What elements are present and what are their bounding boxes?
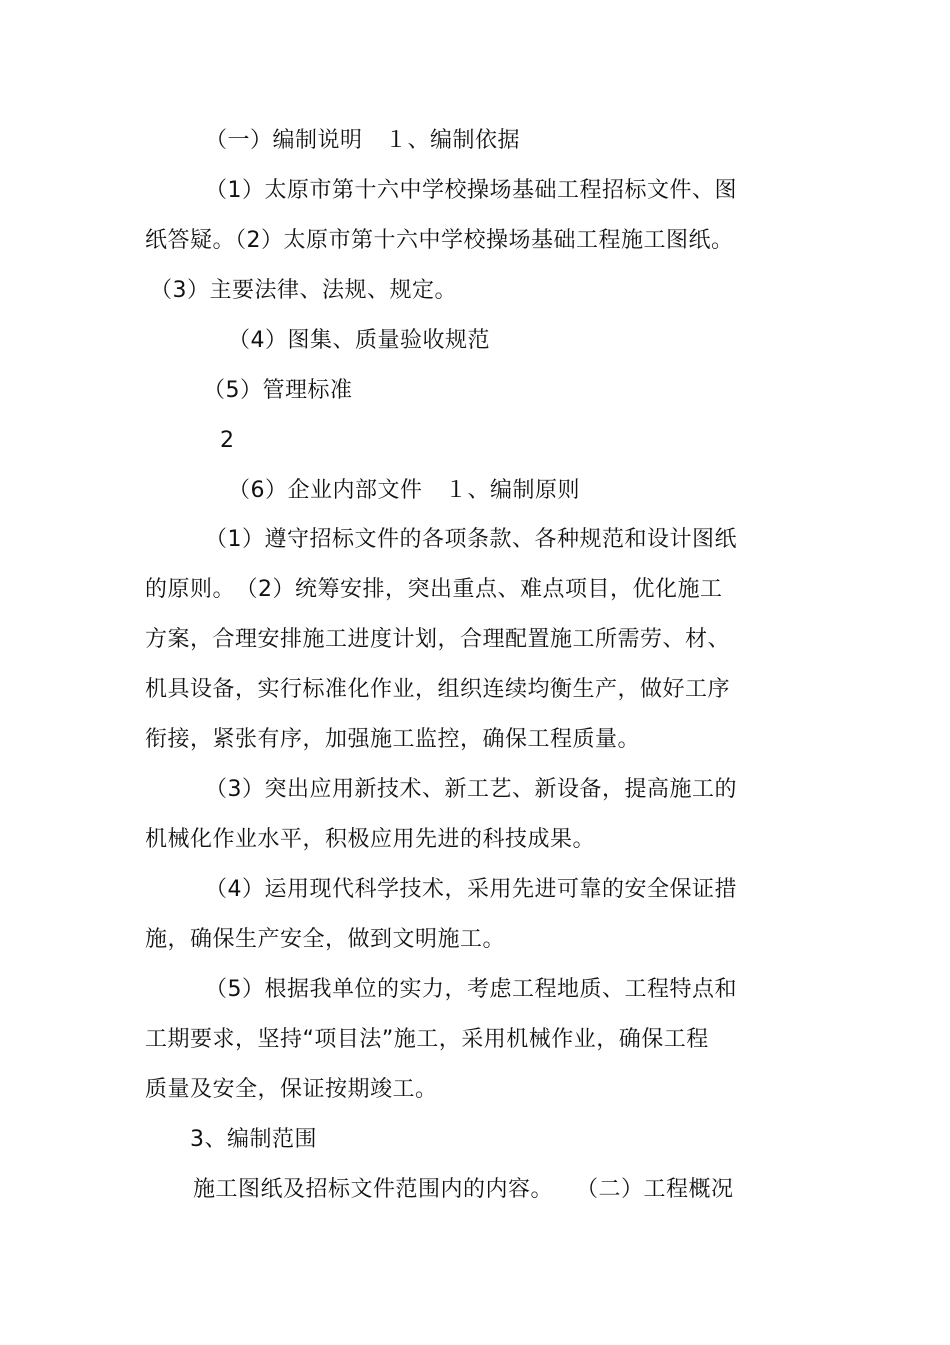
principle-line: 质量及安全，保证按期竣工。 — [145, 1077, 438, 1102]
principle-line: 衔接，紧张有序，加强施工监控，确保工程质量。 — [145, 727, 641, 752]
principle-line: 工期要求，坚持“项目法”施工，采用机械作业，确保工程 — [145, 1027, 709, 1052]
principle-item-3: （3）突出应用新技术、新工艺、新设备，提高施工的 — [205, 777, 737, 802]
basis-item-1-cont: 纸答疑。（2）太原市第十六中学校操场基础工程施工图纸。 — [145, 228, 734, 253]
heading-compilation-scope: 3、编制范围 — [190, 1127, 317, 1152]
basis-item-5: （5）管理标准 — [203, 378, 353, 403]
page-number: 2 — [220, 428, 235, 453]
principle-line: 的原则。 （2）统筹安排，突出重点、难点项目，优化施工 — [145, 577, 723, 602]
basis-item-1: （1）太原市第十六中学校操场基础工程招标文件、图 — [205, 178, 737, 203]
principle-line: 施，确保生产安全，做到文明施工。 — [145, 927, 506, 952]
principle-item-5: （5）根据我单位的实力，考虑工程地质、工程特点和 — [205, 977, 737, 1002]
principle-line: 方案，合理安排施工进度计划，合理配置施工所需劳、材、 — [145, 627, 731, 652]
basis-item-3: （3）主要法律、法规、规定。 — [150, 278, 457, 303]
scope-content: 施工图纸及招标文件范围内的内容。 （二）工程概况 — [193, 1177, 734, 1202]
principle-line: 机具设备，实行标准化作业，组织连续均衡生产，做好工序 — [145, 677, 731, 702]
heading-compilation-principles: （6）企业内部文件 １、编制原则 — [228, 478, 580, 503]
basis-item-4: （4）图集、质量验收规范 — [228, 328, 490, 353]
heading-compilation-basis: （一）编制说明 １、编制依据 — [205, 128, 521, 153]
principle-item-1: （1）遵守招标文件的各项条款、各种规范和设计图纸 — [205, 527, 737, 552]
principle-line: 机械化作业水平，积极应用先进的科技成果。 — [145, 827, 596, 852]
principle-item-4: （4）运用现代科学技术，采用先进可靠的安全保证措 — [205, 877, 737, 902]
